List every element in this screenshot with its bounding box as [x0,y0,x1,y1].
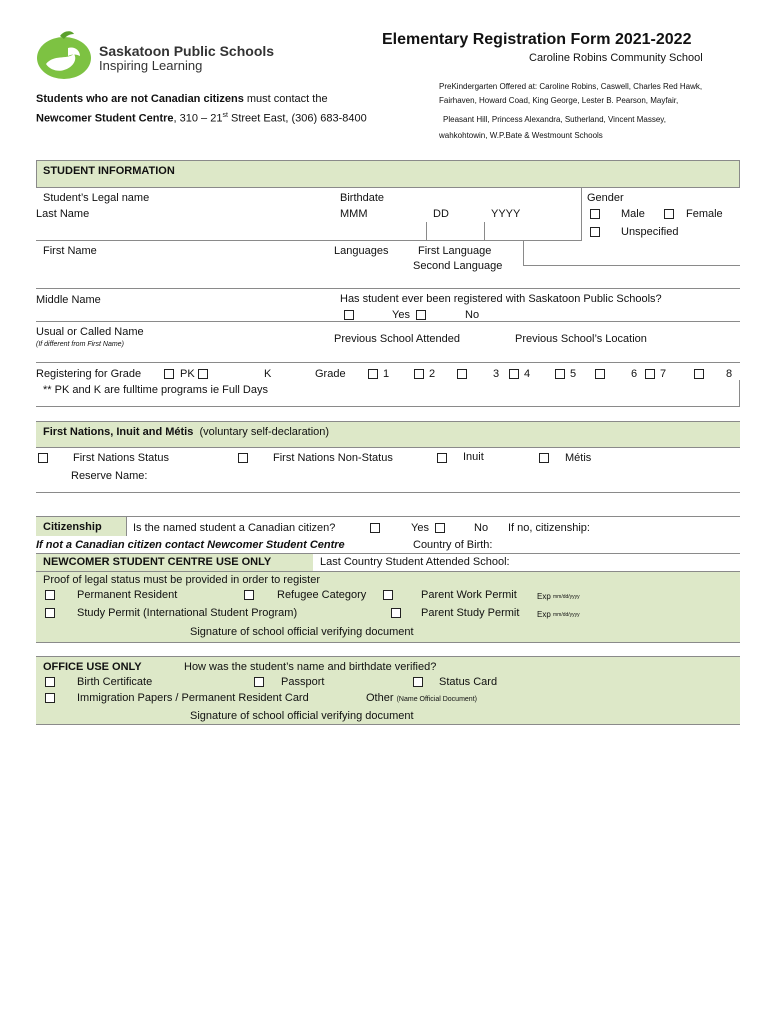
female-checkbox[interactable] [664,209,674,219]
grade-8-label: 8 [726,368,733,380]
dd-label: DD [433,208,449,220]
registered-yes-checkbox[interactable] [344,310,354,320]
newcomer-rest: , 310 – 21 [173,112,223,125]
citizen-notice [36,93,328,105]
status-card-label: Status Card [439,676,498,688]
k-checkbox[interactable] [198,369,208,379]
citizen-yes-checkbox[interactable] [370,523,380,533]
grade-7-label: 7 [660,368,667,380]
unspecified-checkbox[interactable] [590,227,600,237]
k-label: K [264,368,272,380]
unspecified-label: Unspecified [621,226,679,238]
registered-no-checkbox[interactable] [416,310,426,320]
grade-4-checkbox[interactable] [509,369,519,379]
citizenship-label: Citizenship [43,521,102,533]
grade-3-checkbox[interactable] [457,369,467,379]
grade-1-checkbox[interactable] [368,369,378,379]
study-permit-label: Study Permit (International Student Program) [77,607,298,619]
newcomer-notice [36,112,367,125]
indigenous-subtitle: (voluntary self-declaration) [199,426,330,438]
school-name: Caroline Robins Community School [529,52,703,64]
parent-study-label: Parent Study Permit [421,607,520,619]
grade-2-label: 2 [429,368,436,380]
study-exp-format: mm/dd/yyyy [553,612,580,618]
grade-7-checkbox[interactable] [645,369,655,379]
registered-no-label: No [465,309,480,321]
last-name-label: Last Name [36,208,90,220]
prev-school-label: Previous School Attended [334,333,460,345]
usual-name-label: Usual or Called Name [36,326,144,338]
grade-6-label: 6 [631,368,638,380]
citizen-yes-label: Yes [411,522,429,534]
if-no-citizenship: If no, citizenship: [508,522,590,534]
immigration-checkbox[interactable] [45,693,55,703]
first-name-label: First Name [43,245,97,257]
fn-status-checkbox[interactable] [38,453,48,463]
registering-label: Registering for Grade [36,368,142,380]
female-label: Female [686,208,723,220]
proof-label: Proof of legal status must be provided in order to register [43,574,320,586]
last-country-label: Last Country Student Attended School: [320,556,510,568]
birth-cert-checkbox[interactable] [45,677,55,687]
perm-resident-label: Permanent Resident [77,589,178,601]
reserve-label: Reserve Name: [71,470,148,482]
apple-logo-icon [34,30,98,80]
passport-checkbox[interactable] [254,677,264,687]
newcomer-use-label: NEWCOMER STUDENT CENTRE USE ONLY [43,556,272,568]
work-exp-format: mm/dd/yyyy [553,594,580,600]
grade-label: Grade [315,368,346,380]
citizen-signature-label: Signature of school official verifying document [190,626,414,638]
fn-non-status-label: First Nations Non-Status [273,452,393,464]
citizen-no-checkbox[interactable] [435,523,445,533]
fn-non-status-checkbox[interactable] [238,453,248,463]
refugee-label: Refugee Category [277,589,367,601]
legal-name-label: Student’s Legal name [43,192,150,204]
office-use-label: OFFICE USE ONLY [43,661,142,673]
country-birth-label: Country of Birth: [413,539,493,551]
pk-checkbox[interactable] [164,369,174,379]
citizen-no-label: No [474,522,489,534]
notice-bold: Students who are not Canadian citizens [36,93,244,105]
second-language-label: Second Language [413,260,503,272]
birth-cert-label: Birth Certificate [77,676,153,688]
parent-study-checkbox[interactable] [391,608,401,618]
yyyy-label: YYYY [491,208,521,220]
grade-8-checkbox[interactable] [694,369,704,379]
registered-yes-label: Yes [392,309,410,321]
grade-3-label: 3 [493,368,500,380]
inuit-checkbox[interactable] [437,453,447,463]
prek-line-3: Pleasant Hill, Princess Alexandra, Sutherland, Vincent Massey, [443,115,666,124]
male-label: Male [621,208,645,220]
parent-work-label: Parent Work Permit [421,589,517,601]
prek-line-2: Fairhaven, Howard Coad, King George, Lester B. Pearson, Mayfair, [439,96,679,105]
form-title: Elementary Registration Form 2021-2022 [382,31,692,48]
usual-name-note: (If different from First Name) [36,341,124,348]
newcomer-end: Street East, (306) 683-8400 [227,112,367,125]
languages-label: Languages [334,245,389,257]
indigenous-title-row [43,426,329,438]
mmm-label: MMM [340,208,368,220]
indigenous-title: First Nations, Inuit and Métis [43,426,194,438]
prek-line-4: wahkohtowin, W.P.Bate & Westmount Schools [439,131,603,140]
other-text: Other [366,692,394,704]
male-checkbox[interactable] [590,209,600,219]
notice-rest: must contact the [243,93,328,105]
org-tagline: Inspiring Learning [99,58,203,73]
inuit-label: Inuit [463,451,484,463]
passport-label: Passport [281,676,325,688]
newcomer-sup: st [222,112,228,119]
pk-note: ** PK and K are fulltime programs ie Full Days [43,384,268,396]
refugee-checkbox[interactable] [244,590,254,600]
middle-name-label: Middle Name [36,294,101,306]
work-exp-label: Exp [537,592,551,601]
refugee-box-2[interactable] [383,590,393,600]
citizen-question: Is the named student a Canadian citizen? [133,522,336,534]
org-name: Saskatoon Public Schools [99,43,275,59]
other-note: (Name Official Document) [396,696,477,703]
office-signature-label: Signature of school official verifying document [190,710,414,722]
perm-resident-checkbox[interactable] [45,590,55,600]
logo [34,30,98,80]
grade-4-label: 4 [524,368,531,380]
grade-1-label: 1 [383,368,390,380]
grade-6-checkbox[interactable] [595,369,605,379]
first-language-label: First Language [418,245,492,257]
grade-2-checkbox[interactable] [414,369,424,379]
fn-status-label: First Nations Status [73,452,169,464]
office-question: How was the student’s name and birthdate verified? [184,661,437,673]
status-card-checkbox[interactable] [413,677,423,687]
study-exp-label: Exp [537,610,551,619]
gender-label: Gender [587,192,624,204]
grade-5-checkbox[interactable] [555,369,565,379]
citizen-warning: If not a Canadian citizen contact Newcomer Student Centre [36,539,345,551]
study-permit-checkbox[interactable] [45,608,55,618]
pk-label: PK [180,368,195,380]
metis-label: Métis [565,452,592,464]
newcomer-bold: Newcomer Student Centre [36,112,174,125]
prev-location-label: Previous School’s Location [515,333,647,345]
metis-checkbox[interactable] [539,453,549,463]
student-info-title: STUDENT INFORMATION [43,165,175,177]
prek-line-1: PreKindergarten Offered at: Caroline Robins, Caswell, Charles Red Hawk, [439,82,703,91]
registered-question: Has student ever been registered with Saskatoon Public Schools? [340,293,662,305]
birthdate-label: Birthdate [340,192,385,204]
immigration-label: Immigration Papers / Permanent Resident Card [77,692,309,704]
grade-5-label: 5 [570,368,577,380]
other-label [366,692,477,704]
